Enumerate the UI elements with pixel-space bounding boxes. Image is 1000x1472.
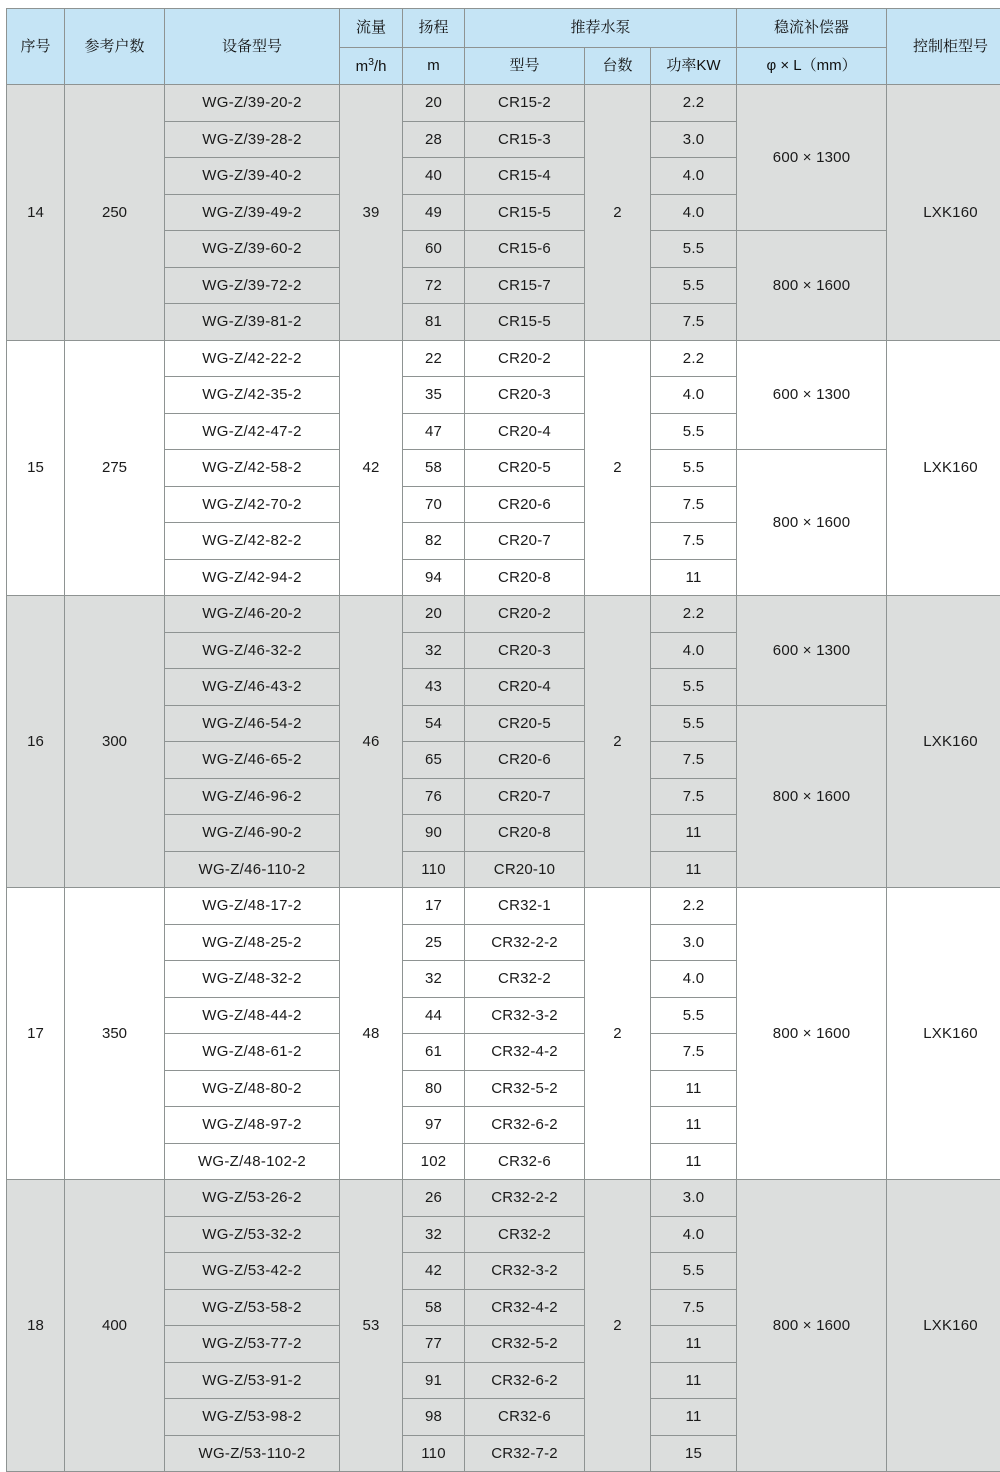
cell-equipment-model: WG-Z/48-102-2	[165, 1143, 340, 1180]
cell-head: 110	[403, 851, 465, 888]
cell-head: 32	[403, 632, 465, 669]
cell-head: 17	[403, 888, 465, 925]
cell-pump-model: CR20-5	[465, 705, 585, 742]
cell-head: 91	[403, 1362, 465, 1399]
cell-pump-model: CR20-3	[465, 632, 585, 669]
cell-head: 72	[403, 267, 465, 304]
cell-pump-power: 7.5	[651, 1289, 737, 1326]
cell-pump-model: CR32-4-2	[465, 1034, 585, 1071]
cell-pump-power: 11	[651, 1399, 737, 1436]
cell-head: 54	[403, 705, 465, 742]
cell-seq: 16	[7, 596, 65, 888]
cell-head: 110	[403, 1435, 465, 1472]
cell-compensator: 600 × 1300	[737, 596, 887, 706]
table-row	[7, 340, 1000, 377]
cell-pump-model: CR32-6-2	[465, 1107, 585, 1144]
header-compensator-unit: φ × L（mm）	[737, 48, 887, 85]
cell-pump-power: 11	[651, 1107, 737, 1144]
cell-head: 65	[403, 742, 465, 779]
cell-equipment-model: WG-Z/46-110-2	[165, 851, 340, 888]
cell-pump-model: CR20-8	[465, 815, 585, 852]
cell-cabinet-model: LXK160	[887, 596, 1000, 888]
cell-pump-power: 4.0	[651, 1216, 737, 1253]
cell-seq: 17	[7, 888, 65, 1180]
header-pump-power: 功率KW	[651, 48, 737, 85]
cell-pump-model: CR32-3-2	[465, 997, 585, 1034]
cell-pump-model: CR32-4-2	[465, 1289, 585, 1326]
header-pump-qty: 台数	[585, 48, 651, 85]
cell-equipment-model: WG-Z/46-90-2	[165, 815, 340, 852]
cell-cabinet-model: LXK160	[887, 1180, 1000, 1472]
cell-pump-model: CR32-6-2	[465, 1362, 585, 1399]
cell-pump-power: 5.5	[651, 413, 737, 450]
cell-pump-power: 11	[651, 1070, 737, 1107]
cell-equipment-model: WG-Z/42-58-2	[165, 450, 340, 487]
table-body	[7, 85, 1000, 1472]
cell-equipment-model: WG-Z/39-60-2	[165, 231, 340, 268]
cell-pump-power: 7.5	[651, 486, 737, 523]
header-flow-unit-base: m	[356, 58, 369, 75]
cell-flow: 46	[340, 596, 403, 888]
cell-pump-qty: 2	[585, 888, 651, 1180]
cell-pump-power: 5.5	[651, 1253, 737, 1290]
cell-pump-model: CR20-4	[465, 413, 585, 450]
header-compensator: 稳流补偿器	[737, 9, 887, 48]
cell-head: 90	[403, 815, 465, 852]
cell-equipment-model: WG-Z/48-17-2	[165, 888, 340, 925]
cell-seq: 15	[7, 340, 65, 596]
cell-pump-model: CR32-7-2	[465, 1435, 585, 1472]
cell-cabinet-model: LXK160	[887, 888, 1000, 1180]
cell-pump-power: 4.0	[651, 158, 737, 195]
cell-pump-model: CR32-3-2	[465, 1253, 585, 1290]
cell-pump-model: CR20-5	[465, 450, 585, 487]
cell-pump-model: CR20-8	[465, 559, 585, 596]
cell-head: 35	[403, 377, 465, 414]
cell-head: 58	[403, 450, 465, 487]
cell-equipment-model: WG-Z/48-32-2	[165, 961, 340, 998]
cell-pump-power: 15	[651, 1435, 737, 1472]
cell-pump-model: CR32-2-2	[465, 924, 585, 961]
table-row	[7, 85, 1000, 122]
cell-equipment-model: WG-Z/48-44-2	[165, 997, 340, 1034]
cell-pump-qty: 2	[585, 596, 651, 888]
cell-households: 275	[65, 340, 165, 596]
cell-flow: 48	[340, 888, 403, 1180]
cell-pump-power: 4.0	[651, 961, 737, 998]
cell-equipment-model: WG-Z/42-94-2	[165, 559, 340, 596]
cell-pump-model: CR15-7	[465, 267, 585, 304]
cell-equipment-model: WG-Z/53-42-2	[165, 1253, 340, 1290]
cell-equipment-model: WG-Z/48-61-2	[165, 1034, 340, 1071]
cell-pump-power: 7.5	[651, 304, 737, 341]
cell-pump-model: CR32-1	[465, 888, 585, 925]
cell-households: 250	[65, 85, 165, 341]
cell-equipment-model: WG-Z/48-80-2	[165, 1070, 340, 1107]
cell-head: 49	[403, 194, 465, 231]
table-row	[7, 596, 1000, 633]
cell-equipment-model: WG-Z/39-28-2	[165, 121, 340, 158]
cell-equipment-model: WG-Z/46-43-2	[165, 669, 340, 706]
cell-pump-model: CR32-5-2	[465, 1070, 585, 1107]
cell-pump-model: CR32-6	[465, 1143, 585, 1180]
cell-head: 32	[403, 1216, 465, 1253]
cell-pump-power: 4.0	[651, 377, 737, 414]
cell-head: 22	[403, 340, 465, 377]
cell-pump-model: CR20-3	[465, 377, 585, 414]
cell-equipment-model: WG-Z/53-58-2	[165, 1289, 340, 1326]
cell-pump-power: 2.2	[651, 85, 737, 122]
cell-flow: 53	[340, 1180, 403, 1472]
cell-head: 81	[403, 304, 465, 341]
cell-equipment-model: WG-Z/39-49-2	[165, 194, 340, 231]
cell-pump-power: 5.5	[651, 705, 737, 742]
cell-pump-model: CR32-6	[465, 1399, 585, 1436]
pump-specification-table	[6, 8, 1000, 1472]
cell-pump-power: 2.2	[651, 888, 737, 925]
cell-pump-model: CR15-3	[465, 121, 585, 158]
cell-head: 94	[403, 559, 465, 596]
cell-pump-model: CR32-2-2	[465, 1180, 585, 1217]
cell-pump-model: CR15-5	[465, 304, 585, 341]
cell-head: 97	[403, 1107, 465, 1144]
cell-head: 98	[403, 1399, 465, 1436]
cell-pump-model: CR20-6	[465, 742, 585, 779]
cell-compensator: 800 × 1600	[737, 231, 887, 341]
cell-households: 350	[65, 888, 165, 1180]
cell-equipment-model: WG-Z/46-96-2	[165, 778, 340, 815]
cell-equipment-model: WG-Z/39-40-2	[165, 158, 340, 195]
cell-head: 47	[403, 413, 465, 450]
cell-head: 76	[403, 778, 465, 815]
cell-pump-power: 3.0	[651, 1180, 737, 1217]
cell-households: 400	[65, 1180, 165, 1472]
cell-equipment-model: WG-Z/46-32-2	[165, 632, 340, 669]
cell-compensator: 800 × 1600	[737, 705, 887, 888]
cell-equipment-model: WG-Z/53-98-2	[165, 1399, 340, 1436]
cell-compensator: 800 × 1600	[737, 888, 887, 1180]
cell-pump-model: CR20-7	[465, 778, 585, 815]
cell-compensator: 600 × 1300	[737, 340, 887, 450]
cell-pump-power: 11	[651, 815, 737, 852]
cell-pump-model: CR15-6	[465, 231, 585, 268]
cell-equipment-model: WG-Z/46-54-2	[165, 705, 340, 742]
cell-head: 40	[403, 158, 465, 195]
cell-pump-model: CR20-10	[465, 851, 585, 888]
cell-equipment-model: WG-Z/42-35-2	[165, 377, 340, 414]
cell-pump-power: 5.5	[651, 231, 737, 268]
cell-head: 28	[403, 121, 465, 158]
cell-equipment-model: WG-Z/53-91-2	[165, 1362, 340, 1399]
cell-pump-power: 3.0	[651, 121, 737, 158]
cell-equipment-model: WG-Z/53-110-2	[165, 1435, 340, 1472]
cell-pump-model: CR15-5	[465, 194, 585, 231]
cell-equipment-model: WG-Z/42-22-2	[165, 340, 340, 377]
cell-compensator: 800 × 1600	[737, 1180, 887, 1472]
cell-pump-power: 7.5	[651, 1034, 737, 1071]
cell-pump-power: 5.5	[651, 997, 737, 1034]
cell-pump-model: CR32-2	[465, 961, 585, 998]
cell-pump-model: CR20-7	[465, 523, 585, 560]
cell-pump-power: 11	[651, 851, 737, 888]
header-cabinet-model: 控制柜型号	[887, 9, 1000, 85]
cell-head: 102	[403, 1143, 465, 1180]
cell-head: 32	[403, 961, 465, 998]
cell-head: 58	[403, 1289, 465, 1326]
header-flow: 流量	[340, 9, 403, 48]
cell-pump-model: CR32-5-2	[465, 1326, 585, 1363]
cell-compensator: 800 × 1600	[737, 450, 887, 596]
cell-seq: 14	[7, 85, 65, 341]
cell-pump-model: CR20-2	[465, 340, 585, 377]
cell-flow: 42	[340, 340, 403, 596]
cell-head: 60	[403, 231, 465, 268]
header-flow-unit	[340, 48, 403, 85]
header-row-primary	[7, 9, 1000, 48]
cell-head: 20	[403, 85, 465, 122]
table-header	[7, 9, 1000, 85]
cell-equipment-model: WG-Z/53-32-2	[165, 1216, 340, 1253]
header-equipment-model: 设备型号	[165, 9, 340, 85]
cell-equipment-model: WG-Z/39-20-2	[165, 85, 340, 122]
cell-pump-model: CR20-6	[465, 486, 585, 523]
header-head-unit: m	[403, 48, 465, 85]
cell-head: 43	[403, 669, 465, 706]
cell-head: 42	[403, 1253, 465, 1290]
cell-pump-model: CR15-4	[465, 158, 585, 195]
cell-equipment-model: WG-Z/48-25-2	[165, 924, 340, 961]
cell-pump-power: 7.5	[651, 523, 737, 560]
cell-pump-power: 5.5	[651, 450, 737, 487]
cell-pump-power: 2.2	[651, 596, 737, 633]
cell-compensator: 600 × 1300	[737, 85, 887, 231]
cell-pump-model: CR20-4	[465, 669, 585, 706]
cell-pump-power: 7.5	[651, 742, 737, 779]
cell-pump-power: 7.5	[651, 778, 737, 815]
cell-equipment-model: WG-Z/48-97-2	[165, 1107, 340, 1144]
cell-pump-model: CR32-2	[465, 1216, 585, 1253]
cell-pump-power: 11	[651, 1143, 737, 1180]
cell-head: 26	[403, 1180, 465, 1217]
cell-equipment-model: WG-Z/46-20-2	[165, 596, 340, 633]
table-row	[7, 888, 1000, 925]
cell-pump-power: 11	[651, 1326, 737, 1363]
cell-equipment-model: WG-Z/53-26-2	[165, 1180, 340, 1217]
header-households: 参考户数	[65, 9, 165, 85]
cell-pump-power: 2.2	[651, 340, 737, 377]
cell-equipment-model: WG-Z/42-70-2	[165, 486, 340, 523]
header-recommended-pump: 推荐水泵	[465, 9, 737, 48]
cell-equipment-model: WG-Z/39-72-2	[165, 267, 340, 304]
cell-head: 80	[403, 1070, 465, 1107]
cell-pump-power: 3.0	[651, 924, 737, 961]
cell-pump-power: 11	[651, 1362, 737, 1399]
cell-pump-qty: 2	[585, 340, 651, 596]
table-row	[7, 1180, 1000, 1217]
cell-pump-power: 4.0	[651, 194, 737, 231]
cell-cabinet-model: LXK160	[887, 85, 1000, 341]
cell-pump-qty: 2	[585, 1180, 651, 1472]
cell-pump-power: 4.0	[651, 632, 737, 669]
cell-seq: 18	[7, 1180, 65, 1472]
cell-head: 44	[403, 997, 465, 1034]
cell-equipment-model: WG-Z/53-77-2	[165, 1326, 340, 1363]
cell-head: 61	[403, 1034, 465, 1071]
header-flow-unit-superscript: 3	[368, 56, 374, 68]
cell-head: 25	[403, 924, 465, 961]
cell-head: 82	[403, 523, 465, 560]
header-head: 扬程	[403, 9, 465, 48]
cell-pump-model: CR15-2	[465, 85, 585, 122]
cell-equipment-model: WG-Z/39-81-2	[165, 304, 340, 341]
cell-pump-power: 5.5	[651, 669, 737, 706]
header-flow-unit-rest: /h	[374, 58, 387, 75]
cell-equipment-model: WG-Z/42-82-2	[165, 523, 340, 560]
header-seq: 序号	[7, 9, 65, 85]
cell-head: 70	[403, 486, 465, 523]
cell-head: 20	[403, 596, 465, 633]
cell-flow: 39	[340, 85, 403, 341]
cell-pump-model: CR20-2	[465, 596, 585, 633]
cell-pump-power: 5.5	[651, 267, 737, 304]
cell-equipment-model: WG-Z/42-47-2	[165, 413, 340, 450]
cell-pump-qty: 2	[585, 85, 651, 341]
cell-pump-power: 11	[651, 559, 737, 596]
cell-cabinet-model: LXK160	[887, 340, 1000, 596]
cell-head: 77	[403, 1326, 465, 1363]
cell-equipment-model: WG-Z/46-65-2	[165, 742, 340, 779]
header-pump-model: 型号	[465, 48, 585, 85]
cell-households: 300	[65, 596, 165, 888]
